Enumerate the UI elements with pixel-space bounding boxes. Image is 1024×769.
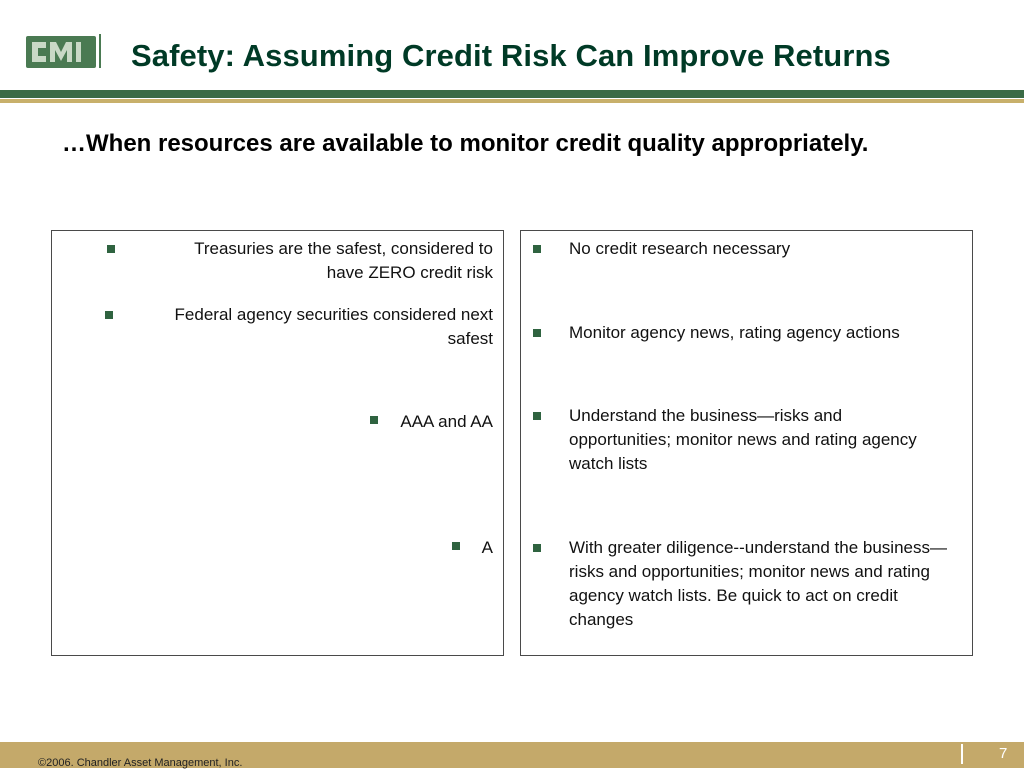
- right-bullet-4: [569, 536, 954, 632]
- bullet-square-icon: [107, 245, 115, 253]
- bullet-square-icon: [452, 542, 460, 550]
- right-bullet-text: No credit research necessary: [569, 239, 791, 258]
- left-bullet-text: Federal agency securities considered next safest: [174, 305, 493, 348]
- bullet-square-icon: [533, 245, 541, 253]
- left-bullet-text: A: [481, 538, 493, 557]
- header-rule-green: [0, 90, 1024, 98]
- company-logo: [26, 32, 102, 70]
- left-bullet-4: [452, 536, 493, 560]
- bullet-square-icon: [533, 544, 541, 552]
- bullet-square-icon: [105, 311, 113, 319]
- left-content-box: [51, 230, 504, 656]
- header-rule-tan: [0, 99, 1024, 103]
- bullet-square-icon: [533, 412, 541, 420]
- right-bullet-text: Monitor agency news, rating agency actions: [569, 323, 900, 342]
- right-bullet-1: [569, 237, 964, 261]
- page-number: 7: [999, 745, 1008, 762]
- right-bullet-2: [569, 321, 964, 345]
- slide-title: Safety: Assuming Credit Risk Can Improve Returns: [131, 38, 891, 73]
- bullet-square-icon: [370, 416, 378, 424]
- footer-separator: [961, 744, 963, 764]
- left-bullet-3: [370, 410, 493, 434]
- bullet-square-icon: [533, 329, 541, 337]
- left-bullet-text: Treasuries are the safest, considered to have ZERO credit risk: [194, 239, 493, 282]
- right-content-box: [520, 230, 973, 656]
- slide-subtitle: …When resources are available to monitor credit quality appropriately.: [62, 130, 869, 157]
- right-bullet-text: With greater diligence--understand the business—risks and opportunities; monitor news and rating agency watch lists. Be quick to act on credit changes: [569, 538, 947, 629]
- left-bullet-1: [63, 237, 493, 285]
- left-bullet-2: [83, 303, 493, 351]
- right-bullet-3: [569, 404, 919, 476]
- right-bullet-text: Understand the business—risks and opportunities; monitor news and rating agency watch lists: [569, 406, 917, 473]
- left-bullet-text: AAA and AA: [400, 412, 493, 431]
- footer-copyright: ©2006. Chandler Asset Management, Inc.: [38, 757, 243, 769]
